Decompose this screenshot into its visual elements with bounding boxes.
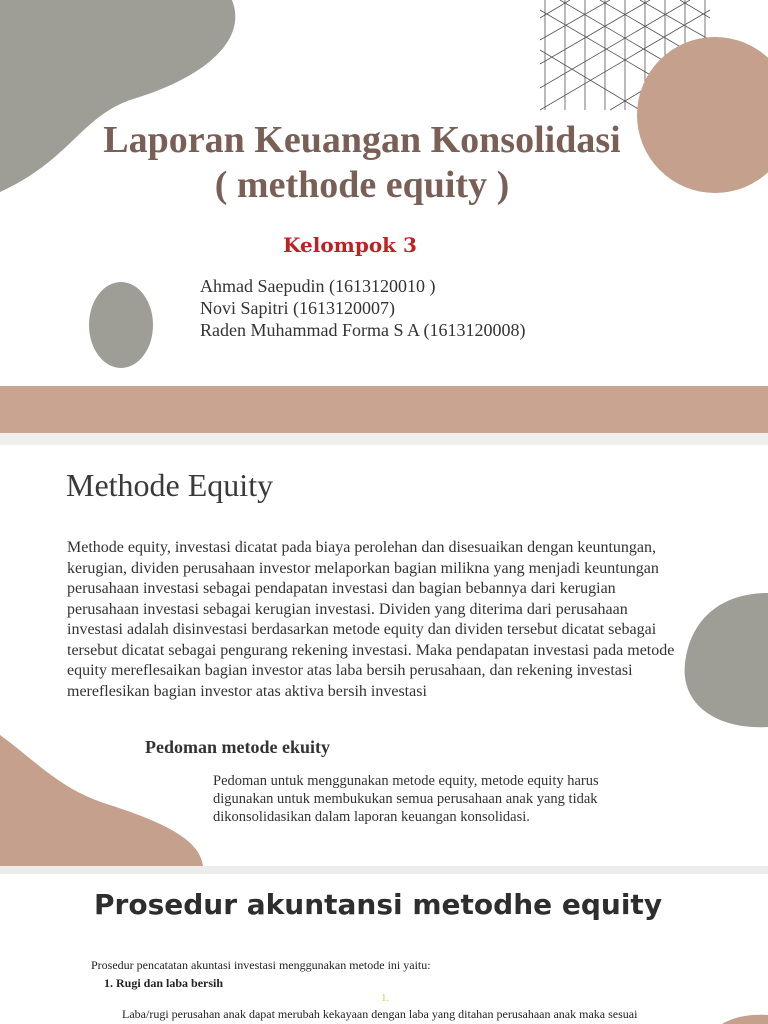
body-paragraph: Methode equity, investasi dicatat pada biaya perolehan dan disesuaikan dengan keuntungan, kerugian, dividen perusahaan investor melaporkan bagian milikna yang menjadi keuntungan perusahaan investasi sebagai pendapatan investasi dan bagian bebannya dari kerugian perusahaan investasi sebagai kerugian investasi. Dividen yang diterima dari perusahaan investasi adalah disinvestasi berdasarkan metode equity dan dividen tersebut dicatat sebagai tersebut dicatat sebagai pengurang rekening investasi. Maka pendapatan investasi pada metode equity mereflesaikan bagian investor atas laba bersih perusahaan, dan rekening investasi mereflesikan bagian investor atas aktiva bersih investasi	[67, 539, 675, 700]
gray-oval-left	[89, 282, 153, 368]
member-item: Ahmad Saepudin (1613120010 )	[200, 276, 436, 296]
subheading-paragraph: Pedoman untuk menggunakan metode equity, metode equity harus digunakan untuk membukukan semua perusahaan anak yang tidak dikonsolidasikan dalam laporan keuangan konsolidasi.	[213, 773, 599, 825]
slide-gap	[0, 433, 768, 445]
title-slide	[0, 0, 768, 386]
list-item: 1. Rugi dan laba bersih	[104, 976, 224, 990]
member-item: Raden Muhammad Forma S A (1613120008)	[200, 320, 526, 340]
member-list	[200, 275, 525, 341]
methode-equity-slide	[0, 445, 768, 866]
group-label: Kelompok 3	[283, 233, 417, 257]
slide-gap	[0, 866, 768, 874]
tan-arc-bottom-right	[722, 1015, 768, 1024]
title-line-1: Laporan Keuangan Konsolidasi	[103, 119, 621, 161]
tan-divider-band	[0, 386, 768, 433]
title-line-2: ( methode equity )	[214, 164, 510, 206]
member-item: Novi Sapitri (1613120007)	[200, 298, 395, 318]
intro-text: Prosedur pencatatan akuntasi investasi menggunakan metode ini yaitu:	[91, 958, 431, 972]
item-description: Laba/rugi perusahan anak dapat merubah kekayaan dengan laba yang ditahan perusahaan anak maka sesuai	[122, 1007, 638, 1021]
list-marker: 1.	[381, 992, 390, 1004]
slide-title: Methode Equity	[66, 467, 274, 503]
gray-blob-right	[685, 593, 768, 727]
prosedur-slide	[0, 874, 768, 1024]
subheading: Pedoman metode ekuity	[145, 737, 330, 757]
slide-title: Prosedur akuntansi metodhe equity	[94, 888, 663, 921]
